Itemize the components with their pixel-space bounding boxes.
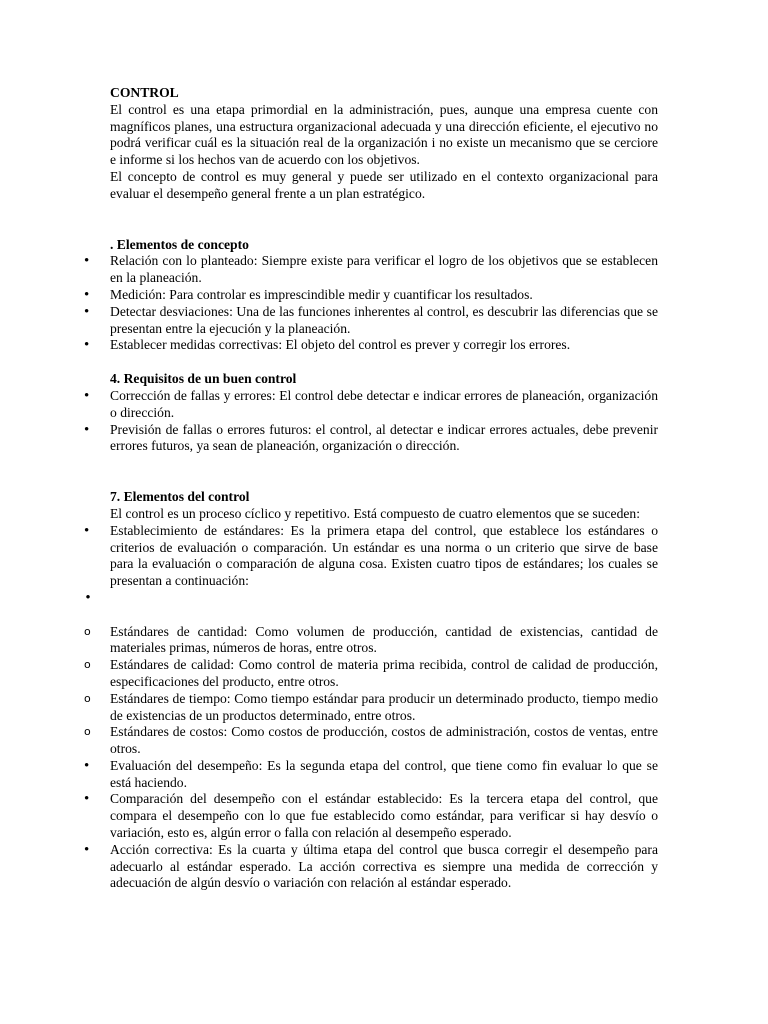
bullet-icon: •	[84, 286, 90, 303]
paragraph: El control es un proceso cíclico y repetitivo. Está compuesto de cuatro elementos que se suceden:	[110, 505, 640, 521]
section-heading-elementos-concepto: . Elementos de concepto	[110, 236, 249, 252]
bullet-list	[84, 522, 658, 607]
sub-list-item	[84, 657, 658, 691]
list-item	[84, 522, 658, 590]
list-item-text: Corrección de fallas y errores: El control debe detectar e indicar errores de planeación, organización o dirección.	[110, 387, 658, 420]
list-item-text: Relación con lo planteado: Siempre existe para verificar el logro de los objetivos que se establecen en la planeación.	[110, 253, 658, 286]
list-item-empty	[85, 589, 658, 607]
bullet-icon: •	[84, 522, 90, 539]
list-item	[84, 841, 658, 892]
list-item	[84, 253, 658, 287]
circle-bullet-icon: o	[84, 624, 91, 638]
list-item-text: Estándares de tiempo: Como tiempo estándar para producir un determinado producto, tiempo medio de existencias de un productos determinado, entre otros.	[110, 690, 658, 723]
circle-bullet-icon: o	[84, 691, 91, 705]
section-heading-control: CONTROL	[110, 85, 179, 100]
list-item	[84, 791, 658, 841]
document-content	[84, 85, 658, 892]
bullet-icon: •	[85, 589, 91, 606]
bullet-icon: •	[84, 303, 90, 320]
bullet-list	[84, 253, 658, 354]
list-item-text: Establecimiento de estándares: Es la primera etapa del control, que establece los estándares o criterios de evaluación o comparación. Un estándar es una norma o un criterio que sirve de base para la evaluación o comparación de alguna cosa. Existen cuatro tipos de estándares; los cuales se presentan a continuación:	[110, 522, 658, 589]
section-heading-elementos-control: 7. Elementos del control	[110, 489, 250, 505]
list-item-text: Estándares de calidad: Como control de materia prima recibida, control de calidad de producción, especificaciones del producto, entre otros.	[110, 657, 658, 689]
section-elementos-concepto	[84, 236, 658, 355]
paragraph: El control es una etapa primordial en la administración, pues, aunque una empresa cuente con magníficos planes, una estructura organizacional adecuada y una dirección eficiente, el ejecutivo no podrá verificar cuál es la situación real de la organización i no existe un mecanismo que se cerciore e informe si los hechos van de acuerdo con los objetivos.	[110, 101, 658, 168]
section-control	[110, 85, 658, 203]
list-item-text: Acción correctiva: Es la cuarta y última etapa del control que busca corregir el desempeño para adecuarlo al estándar esperado. La acción correctiva es siempre una medida de corrección y adecuación de algún desvío o variación con relación al estándar esperado.	[110, 841, 658, 891]
list-item	[84, 757, 658, 792]
bullet-list	[84, 387, 658, 455]
list-item-text: Comparación del desempeño con el estándar establecido: Es la tercera etapa del control, que compara el desempeño con lo que fue establecido como estándar, para verificar si hay desvío o variación, esto es, algún error o falla con relación al desempeño esperado.	[110, 791, 658, 841]
bullet-icon: •	[84, 791, 90, 808]
list-item-text: Estándares de costos: Como costos de producción, costos de administración, costos de ventas, entre otros.	[110, 724, 658, 757]
section-heading-requisitos: 4. Requisitos de un buen control	[110, 371, 297, 387]
list-item-text: Evaluación del desempeño: Es la segunda etapa del control, que tiene como fin evaluar lo que se está haciendo.	[110, 757, 658, 790]
list-item	[84, 286, 658, 304]
bullet-icon: •	[84, 337, 90, 354]
sub-list-item	[84, 690, 658, 725]
list-item	[84, 337, 658, 354]
spacer	[110, 607, 658, 624]
list-item-text: Previsión de fallas o errores futuros: el control, al detectar e indicar errores actuales, debe prevenir errores futuros, ya sean de planeación, organización o dirección.	[110, 421, 658, 454]
list-item-text: Estándares de cantidad: Como volumen de producción, cantidad de existencias, cantidad de materiales primas, números de horas, entre otros.	[110, 623, 658, 656]
section-elementos-control	[84, 489, 658, 892]
list-item-text: Medición: Para controlar es imprescindible medir y cuantificar los resultados.	[110, 286, 533, 302]
bullet-icon: •	[84, 757, 90, 774]
bullet-icon: •	[84, 841, 90, 858]
bullet-icon: •	[84, 421, 90, 438]
list-item-text: Establecer medidas correctivas: El objeto del control es prever y corregir los errores.	[110, 337, 571, 353]
circle-bullet-icon: o	[84, 725, 91, 739]
list-item	[84, 421, 658, 456]
section-requisitos	[84, 371, 658, 455]
list-item-text: Detectar desviaciones: Una de las funciones inherentes al control, es descubrir las diferencias que se presentan entre la ejecución y la planeación.	[110, 303, 658, 336]
sub-list-item	[84, 623, 658, 658]
paragraph: El concepto de control es muy general y puede ser utilizado en el contexto organizacional para evaluar el desempeño general frente a un plan estratégico.	[110, 168, 658, 201]
bullet-list	[84, 757, 658, 892]
sub-list-item	[84, 724, 658, 758]
list-item	[84, 387, 658, 422]
list-item	[84, 303, 658, 338]
bullet-icon: •	[84, 387, 90, 404]
sub-bullet-list	[84, 623, 658, 758]
circle-bullet-icon: o	[84, 658, 91, 672]
bullet-icon: •	[84, 253, 90, 270]
